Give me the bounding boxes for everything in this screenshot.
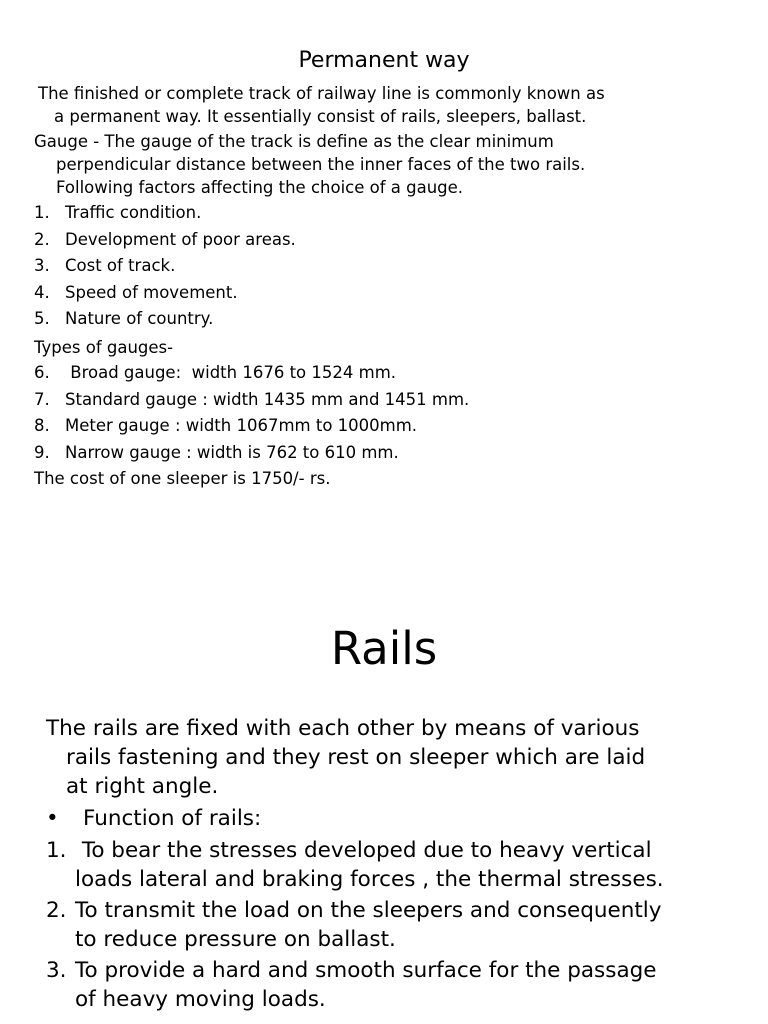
bullet-icon: • bbox=[46, 806, 59, 831]
intro-line: The finished or complete track of railway line is commonly known as bbox=[38, 84, 605, 103]
item-text: Narrow gauge : width is 762 to 610 mm. bbox=[65, 442, 399, 462]
slide-title: Rails bbox=[330, 622, 438, 675]
list-item bbox=[34, 306, 724, 333]
list-item bbox=[34, 200, 724, 227]
item-number: 2. bbox=[46, 898, 67, 923]
list-item bbox=[34, 227, 724, 254]
list-item bbox=[34, 413, 724, 440]
sleeper-cost-line: The cost of one sleeper is 1750/- rs. bbox=[34, 469, 331, 488]
intro-paragraph bbox=[38, 82, 728, 128]
item-text: Standard gauge : width 1435 mm and 1451 mm. bbox=[65, 389, 470, 409]
slide-rails bbox=[0, 560, 768, 1024]
item-text: Cost of track. bbox=[65, 256, 176, 276]
functions-heading-text: Function of rails: bbox=[83, 806, 262, 831]
slide-title: Permanent way bbox=[298, 48, 470, 73]
list-item bbox=[46, 897, 746, 954]
item-text: Broad gauge: width 1676 to 1524 mm. bbox=[65, 363, 397, 382]
item-text: Traffic condition. bbox=[65, 203, 202, 222]
item-text: Speed of movement. bbox=[65, 282, 238, 302]
functions-list bbox=[46, 837, 746, 1017]
list-item bbox=[34, 360, 724, 387]
list-item bbox=[34, 280, 724, 307]
list-item bbox=[34, 253, 724, 280]
item-text: To provide a hard and smooth surface for the passage bbox=[75, 958, 657, 983]
gauges-list bbox=[34, 360, 724, 466]
list-item bbox=[46, 957, 746, 1014]
item-number: 3. bbox=[46, 958, 67, 983]
functions-heading bbox=[46, 804, 261, 833]
intro-line: a permanent way. It essentially consist of rails, sleepers, ballast. bbox=[54, 107, 587, 126]
slide-permanent-way bbox=[0, 0, 768, 500]
item-text: Nature of country. bbox=[65, 309, 214, 329]
item-number: 1. bbox=[34, 203, 50, 222]
item-text: Meter gauge : width 1067mm to 1000mm. bbox=[65, 416, 418, 436]
gauge-line: Following factors affecting the choice of a gauge. bbox=[56, 178, 464, 197]
item-number: 3. bbox=[34, 256, 50, 276]
list-item bbox=[34, 440, 724, 467]
item-text: to reduce pressure on ballast. bbox=[75, 926, 396, 952]
item-text: To bear the stresses developed due to heavy vertical bbox=[75, 838, 652, 863]
item-number: 1. bbox=[46, 838, 67, 863]
intro-line: at right angle. bbox=[66, 774, 219, 799]
gauge-definition bbox=[34, 130, 724, 199]
item-text: loads lateral and braking forces , the thermal stresses. bbox=[75, 866, 664, 892]
types-heading: Types of gauges- bbox=[34, 338, 174, 357]
item-number: 8. bbox=[34, 416, 50, 436]
gauge-line: perpendicular distance between the inner faces of the two rails. bbox=[56, 155, 586, 174]
rails-intro-paragraph bbox=[46, 714, 736, 801]
item-text: To transmit the load on the sleepers and consequently bbox=[75, 898, 662, 923]
item-number: 9. bbox=[34, 442, 50, 462]
list-item bbox=[34, 387, 724, 414]
item-number: 4. bbox=[34, 282, 50, 302]
factors-list bbox=[34, 200, 724, 333]
intro-line: The rails are fixed with each other by means of various bbox=[46, 716, 640, 741]
item-number: 7. bbox=[34, 389, 50, 409]
item-text: Development of poor areas. bbox=[65, 229, 296, 249]
item-text: of heavy moving loads. bbox=[75, 986, 326, 1012]
list-item bbox=[46, 837, 746, 894]
item-number: 6. bbox=[34, 363, 50, 382]
item-number: 2. bbox=[34, 229, 50, 249]
gauge-line: Gauge - The gauge of the track is define as the clear minimum bbox=[34, 132, 554, 151]
intro-line: rails fastening and they rest on sleeper which are laid bbox=[66, 745, 646, 770]
item-number: 5. bbox=[34, 309, 50, 329]
